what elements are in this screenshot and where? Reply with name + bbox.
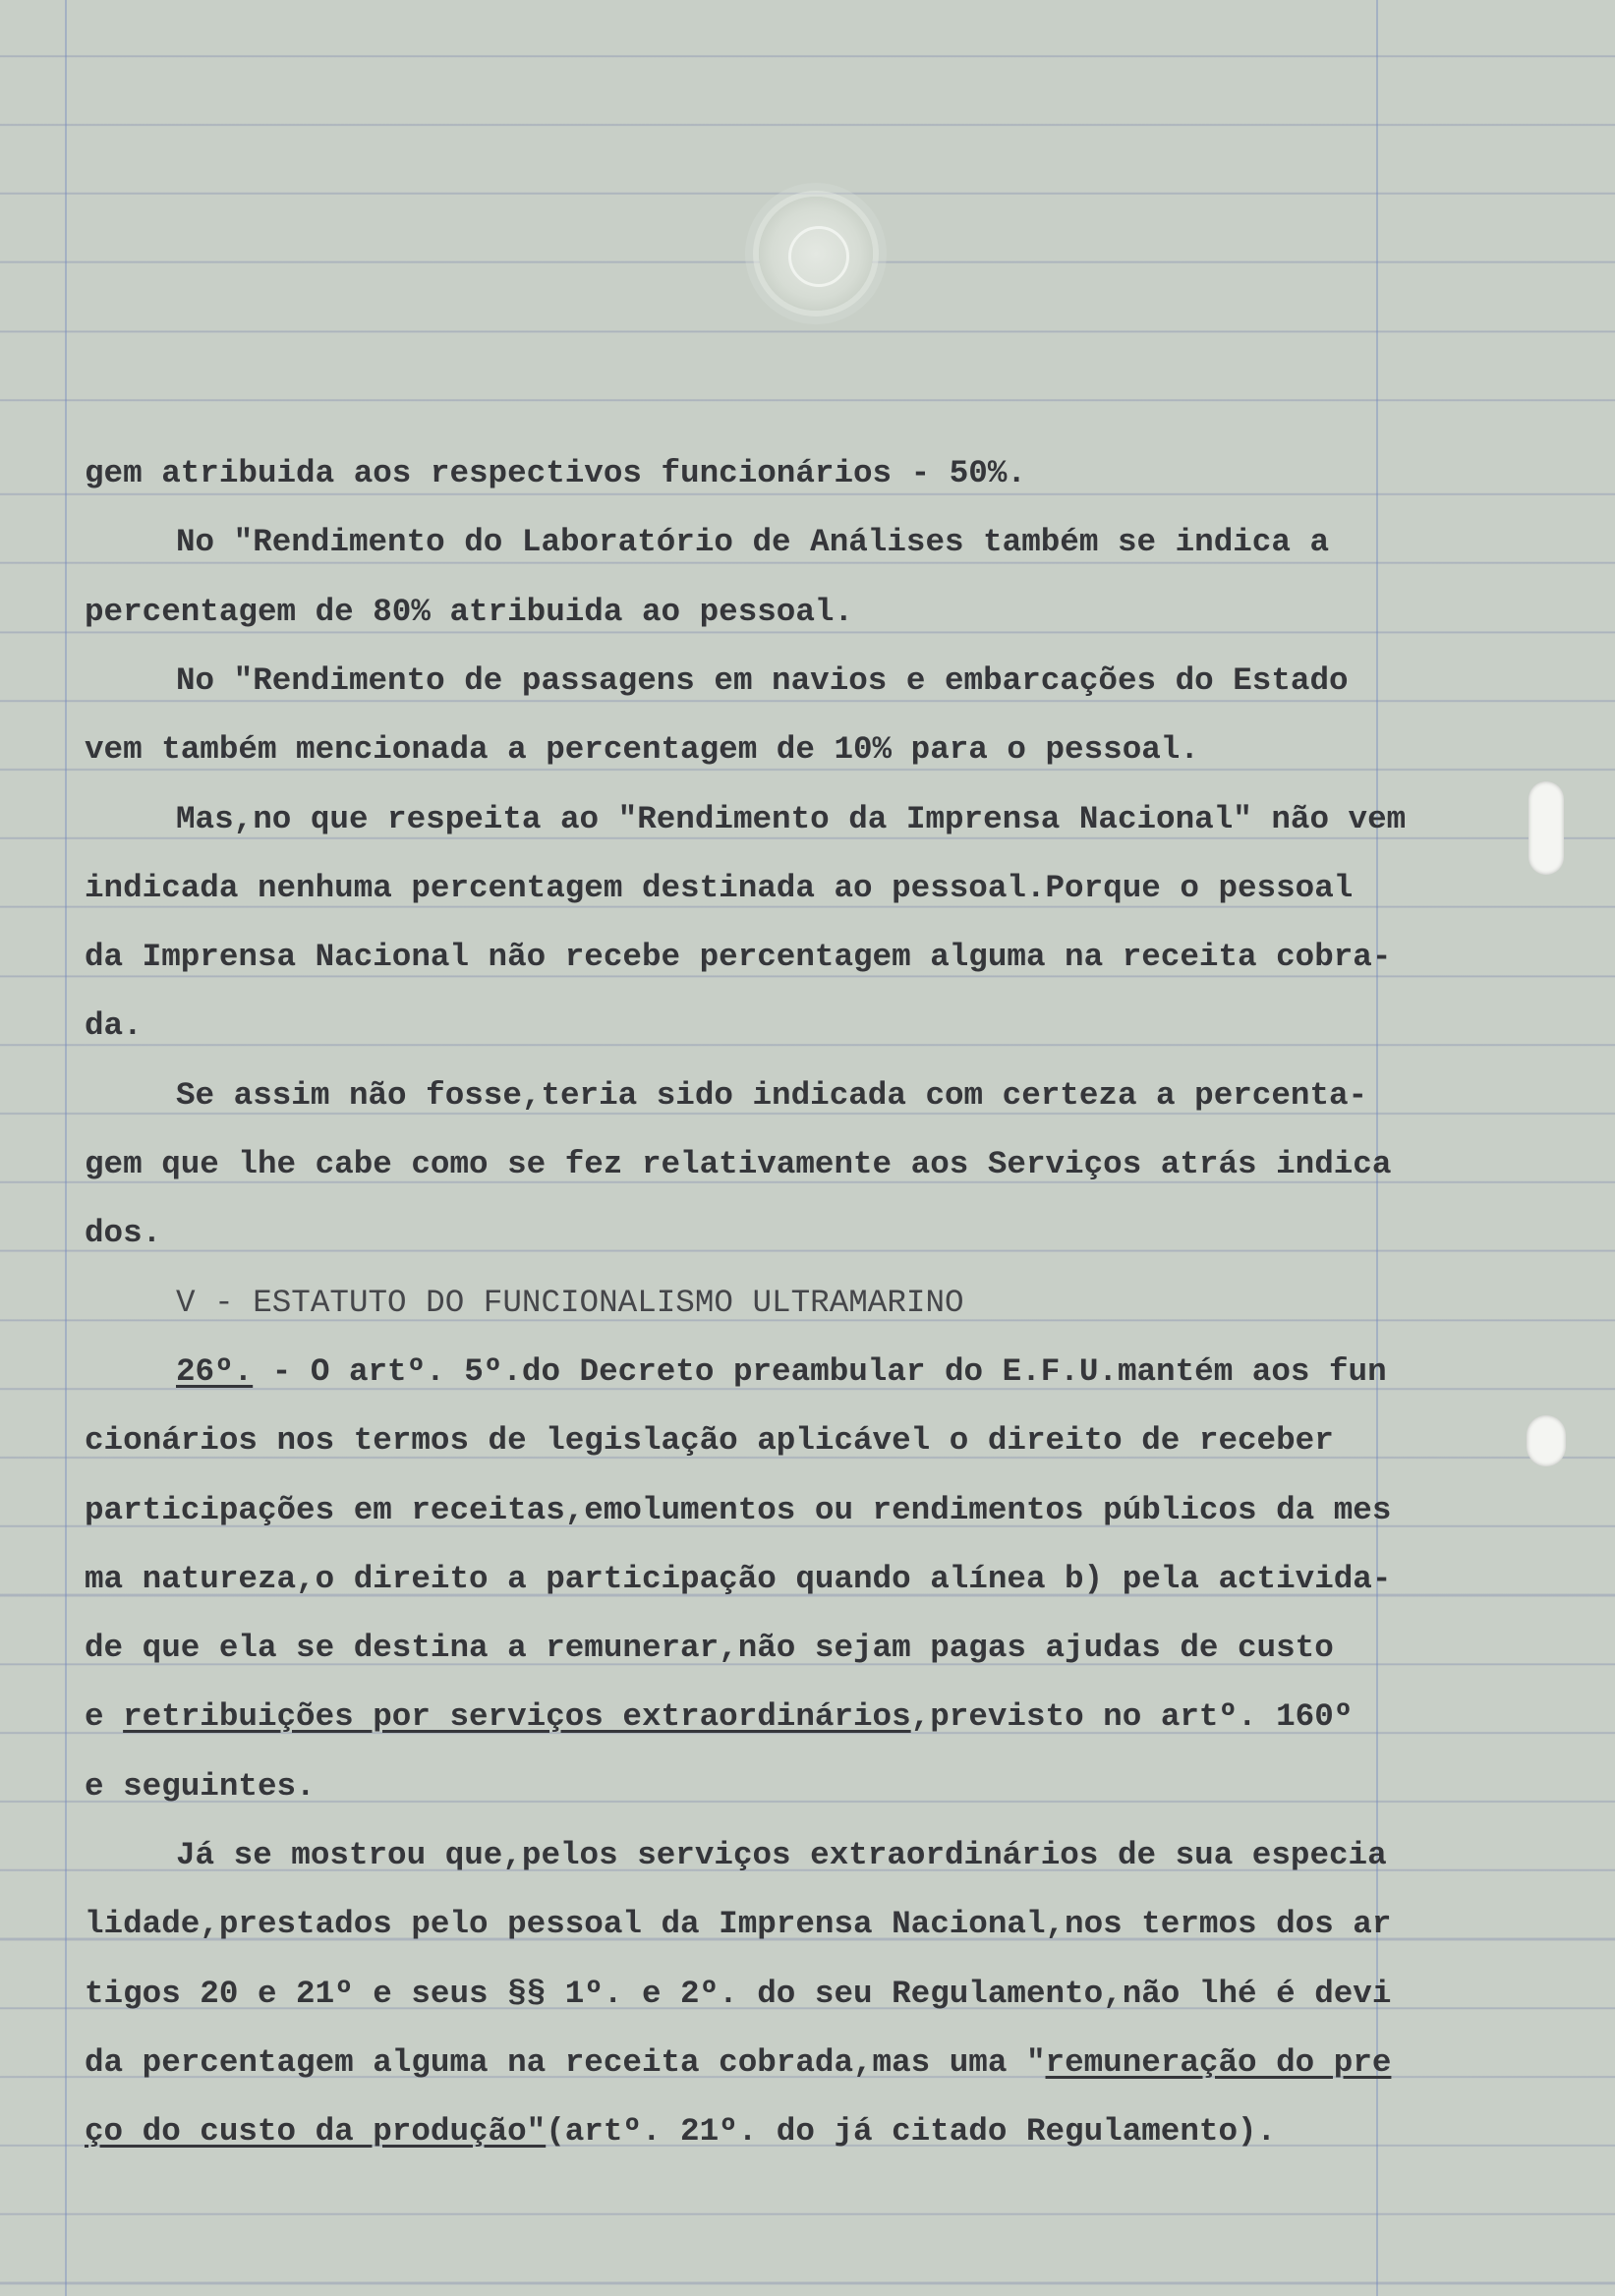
embossed-seal (759, 197, 873, 311)
text-line (85, 1907, 1391, 1942)
text-segment: - O artº. 5º.do Decreto preambular do E.F.U.mantém aos fun (253, 1352, 1387, 1390)
text-line (176, 1078, 1367, 1114)
text-segment: No "Rendimento de passagens em navios e embarcações do Estado (176, 661, 1349, 699)
text-line (176, 663, 1349, 699)
text-segment: No "Rendimento do Laboratório de Análises também se indica a (176, 524, 1330, 561)
text-line (85, 2114, 1276, 2150)
text-line (85, 1216, 161, 1251)
punch-hole-bottom (1527, 1415, 1566, 1466)
text-segment: lidade,prestados pelo pessoal da Imprensa Nacional,nos termos dos ar (85, 1906, 1392, 1943)
text-line (176, 1354, 1387, 1390)
text-segment: indicada nenhuma percentagem destinada ao pessoal.Porque o pessoal (85, 869, 1354, 906)
seal-emblem (788, 226, 849, 287)
underlined-text: retribuições por serviços extraordinários (123, 1698, 911, 1736)
text-segment: e seguintes. (85, 1767, 316, 1805)
underlined-text: 26º. (176, 1352, 254, 1390)
text-segment: V - ESTATUTO DO FUNCIONALISMO ULTRAMARINO (176, 1284, 964, 1321)
text-line (85, 1423, 1334, 1459)
punch-hole-top (1528, 781, 1564, 875)
text-line (85, 732, 1199, 768)
text-segment: dos. (85, 1215, 162, 1252)
text-segment: da Imprensa Nacional não recebe percentagem alguma na receita cobra- (85, 939, 1392, 976)
text-segment: (artº. 21º. do já citado Regulamento). (546, 2113, 1277, 2151)
text-line (85, 2045, 1391, 2081)
text-line (85, 1977, 1391, 2012)
text-line (85, 940, 1391, 975)
text-segment: da percentagem alguma na receita cobrada,mas uma " (85, 2043, 1046, 2081)
text-segment: de que ela se destina a remunerar,não sejam pagas ajudas de custo (85, 1630, 1334, 1667)
text-segment: Mas,no que respeita ao "Rendimento da Imprensa Nacional" não vem (176, 800, 1407, 837)
text-line (85, 1562, 1391, 1597)
text-segment: ma natureza,o direito a participação quando alínea b) pela activida- (85, 1560, 1392, 1597)
text-line (85, 1769, 316, 1805)
text-segment: percentagem de 80% atribuida ao pessoal. (85, 593, 854, 630)
text-segment: da. (85, 1007, 143, 1045)
section-heading (176, 1286, 964, 1321)
text-segment: gem que lhe cabe como se fez relativamente aos Serviços atrás indica (85, 1146, 1392, 1182)
text-line (85, 1147, 1391, 1182)
text-segment: Se assim não fosse,teria sido indicada com certeza a percenta- (176, 1076, 1368, 1114)
text-line (85, 871, 1353, 906)
text-segment: vem também mencionada a percentagem de 10% para o pessoal. (85, 731, 1199, 769)
left-margin-rule (65, 0, 67, 2296)
text-segment: participações em receitas,emolumentos ou rendimentos públicos da mes (85, 1491, 1392, 1528)
text-segment: Já se mostrou que,pelos serviços extraordinários de sua especia (176, 1837, 1387, 1873)
text-line (176, 802, 1406, 837)
text-line (85, 595, 853, 630)
underlined-text: remuneração do pre (1045, 2043, 1392, 2081)
text-segment: ,previsto no artº. 160º (910, 1698, 1354, 1736)
underlined-text: ço do custo da produção" (85, 2113, 547, 2151)
text-line (85, 1008, 143, 1044)
text-line (176, 1838, 1387, 1873)
text-segment: cionários nos termos de legislação aplicável o direito de receber (85, 1422, 1334, 1460)
text-segment: e (85, 1698, 124, 1736)
text-line (85, 1631, 1334, 1666)
text-segment: tigos 20 e 21º e seus §§ 1º. e 2º. do seu Regulamento,não lhé é devi (85, 1975, 1392, 2012)
text-line (85, 1493, 1391, 1528)
text-line (85, 456, 1026, 491)
text-line (85, 1699, 1353, 1735)
text-segment: gem atribuida aos respectivos funcionários - 50%. (85, 455, 1026, 491)
text-line (176, 525, 1329, 560)
